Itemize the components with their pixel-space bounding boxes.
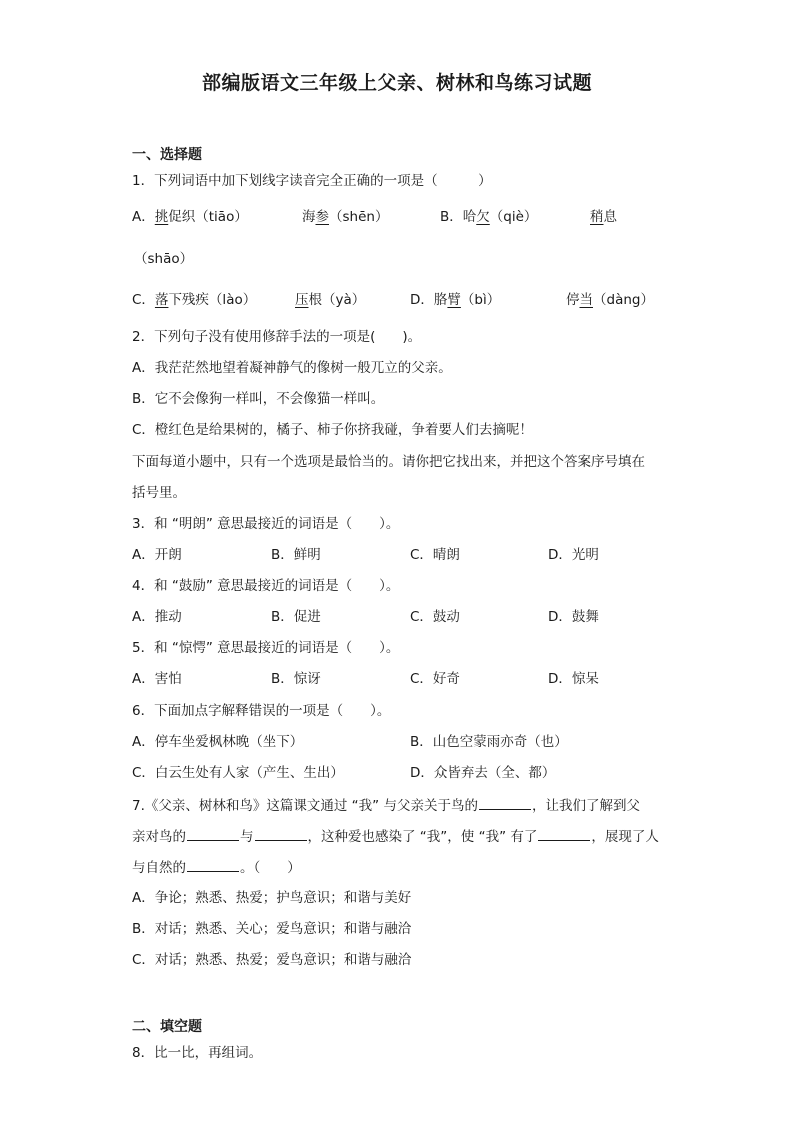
q6-option-c: C．白云生处有人家（产生、生出） xyxy=(132,765,344,781)
q6-option-b: B．山色空蒙雨亦奇（也） xyxy=(410,734,568,750)
page-title: 部编版语文三年级上父亲、树林和鸟练习试题 xyxy=(201,72,592,94)
question-8-stem: 8．比一比，再组词。 xyxy=(132,1045,263,1061)
q2-option-b: B．它不会像狗一样叫，不会像猫一样叫。 xyxy=(132,391,385,407)
q4-option-a: A．推动 xyxy=(132,609,182,625)
instruction-line-1: 下面每道小题中，只有一个选项是最恰当的。请你把它找出来，并把这个答案序号填在 xyxy=(132,454,645,470)
q7-option-b: B．对话；熟悉、关心；爱鸟意识；和谐与融洽 xyxy=(132,921,412,937)
q2-option-a: A．我茫茫然地望着凝神静气的像树一般兀立的父亲。 xyxy=(132,360,452,376)
question-7-line-3: 与自然的 。（ ） xyxy=(132,857,301,878)
q5-option-a: A．害怕 xyxy=(132,671,182,687)
q1-option-b-word2: 稍息 xyxy=(590,209,617,225)
question-7-line-2: 亲对鸟的 与 ，这种爱也感染了 “我”，使 “我” 有了 ，展现了人 xyxy=(132,826,659,847)
q1-option-a-word2: 海参（shēn） xyxy=(302,209,389,225)
question-4-stem: 4．和 “鼓励” 意思最接近的词语是（ ）。 xyxy=(132,578,400,594)
question-5-stem: 5．和 “惊愕” 意思最接近的词语是（ ）。 xyxy=(132,640,400,656)
q1-option-d-word2: 停当（dàng） xyxy=(566,292,654,308)
q5-option-c: C．好奇 xyxy=(410,671,460,687)
section-heading-choice: 一、选择题 xyxy=(132,147,202,163)
q1-option-b: B．哈欠（qiè） xyxy=(440,209,538,225)
q3-option-a: A．开朗 xyxy=(132,547,182,563)
q5-option-d: D．惊呆 xyxy=(548,671,599,687)
q6-option-d: D．众皆弃去（全、都） xyxy=(410,765,556,781)
q1-option-b-wrap: （shāo） xyxy=(134,251,194,267)
q4-option-d: D．鼓舞 xyxy=(548,609,599,625)
answer-blank[interactable] xyxy=(479,795,531,810)
answer-blank[interactable] xyxy=(538,826,590,841)
instruction-line-2: 括号里。 xyxy=(132,485,186,501)
section-heading-fill-in: 二、填空题 xyxy=(132,1019,202,1035)
q5-option-b: B．惊讶 xyxy=(271,671,321,687)
q4-option-b: B．促进 xyxy=(271,609,321,625)
q4-option-c: C．鼓动 xyxy=(410,609,460,625)
question-6-stem: 6．下面加点字解释错误的一项是（ ）。 xyxy=(132,703,391,719)
q3-option-c: C．晴朗 xyxy=(410,547,460,563)
q1-option-d: D．胳臂（bì） xyxy=(410,292,501,308)
answer-blank[interactable] xyxy=(255,826,307,841)
q1-option-a: A．挑促织（tiāo） xyxy=(132,209,248,225)
q2-option-c: C．橙红色是给果树的，橘子、柿子你挤我碰，争着要人们去摘呢！ xyxy=(132,422,533,438)
q3-option-d: D．光明 xyxy=(548,547,599,563)
question-7-line-1: 7.《父亲、树林和鸟》这篇课文通过 “我” 与父亲关于鸟的 ，让我们了解到父 xyxy=(132,795,640,816)
q1-option-c-word2: 压根（yà） xyxy=(295,292,366,308)
q7-option-a: A．争论；熟悉、热爱；护鸟意识；和谐与美好 xyxy=(132,890,412,906)
q7-option-c: C．对话；熟悉、热爱；爱鸟意识；和谐与融洽 xyxy=(132,952,412,968)
q3-option-b: B．鲜明 xyxy=(271,547,321,563)
question-3-stem: 3．和 “明朗” 意思最接近的词语是（ ）。 xyxy=(132,516,400,532)
answer-blank[interactable] xyxy=(187,826,239,841)
q6-option-a: A．停车坐爱枫林晚（坐下） xyxy=(132,734,304,750)
answer-blank[interactable] xyxy=(187,857,239,872)
question-1-stem: 1．下列词语中加下划线字读音完全正确的一项是（ ） xyxy=(132,173,492,189)
question-2-stem: 2．下列句子没有使用修辞手法的一项是( )。 xyxy=(132,329,422,345)
q1-option-c: C．落下残疾（lào） xyxy=(132,292,257,308)
